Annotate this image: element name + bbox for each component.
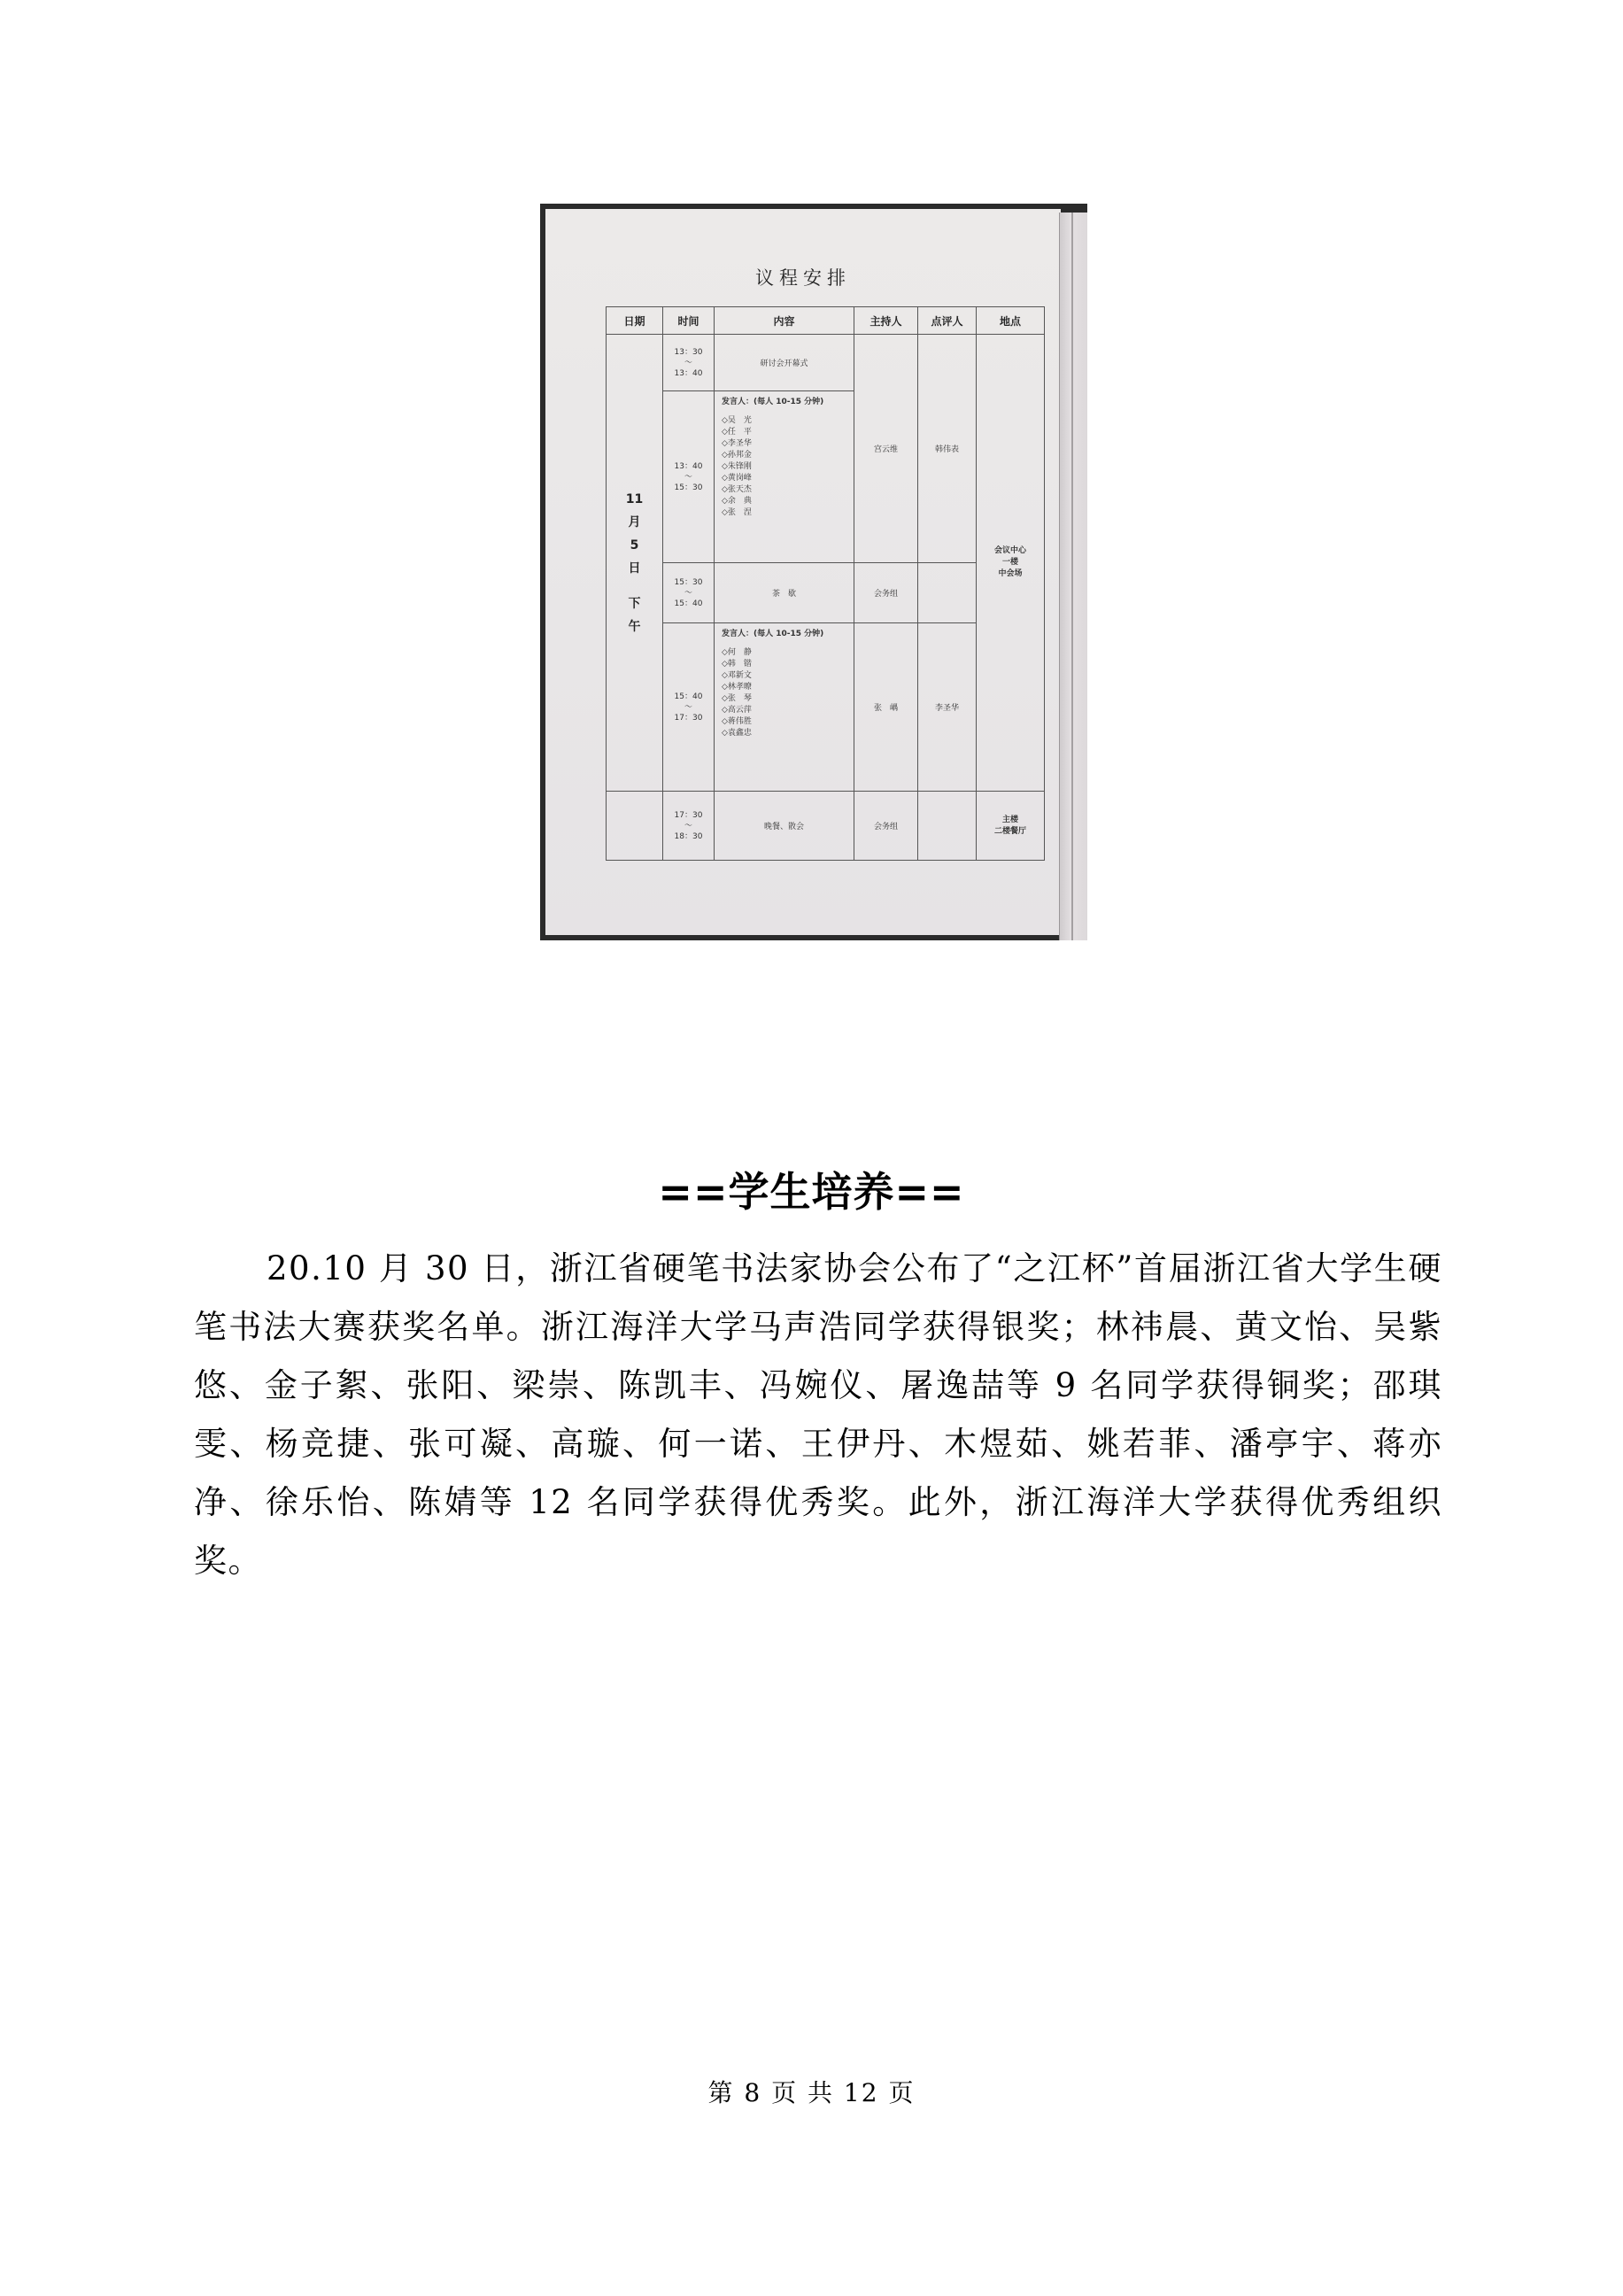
agenda-table — [606, 306, 1045, 861]
location-cell — [977, 792, 1045, 861]
time-cell — [663, 563, 715, 623]
content-cell: 晚餐、散会 — [715, 792, 854, 861]
speaker: ◇李圣华 — [722, 439, 752, 448]
host-cell: 会务组 — [854, 563, 918, 623]
page-edge-line — [1071, 213, 1073, 940]
header-reviewer: 点评人 — [918, 307, 977, 335]
speakers-header: 发言人：(每人 10-15 分钟) — [722, 398, 824, 406]
time-start: 15：40 — [674, 692, 703, 701]
agenda-header-row — [607, 307, 1045, 335]
date-cell-empty — [607, 792, 663, 861]
date-part: 月 — [628, 514, 641, 530]
time-cell — [663, 792, 715, 861]
date-part: 日 — [628, 560, 641, 576]
agenda-photo — [540, 204, 1087, 940]
body-paragraph: 20.10 月 30 日，浙江省硬笔书法家协会公布了“之江杯”首届浙江省大学生硬笔书法大赛获奖名单。浙江海洋大学马声浩同学获得银奖；林祎晨、黄文怡、吴紫悠、金子絮、张阳、梁崇、陈凯丰、冯婉仪、屠逸喆等 9 名同学获得铜奖；邵琪雯、杨竞捷、张可凝、高璇、何一诺、王伊丹、木煜茹、姚若菲、潘亭宇、蒋亦净、徐乐怡、陈婧等 12 名同学获得优秀奖。此外，浙江海洋大学获得优秀组织奖。 — [194, 1249, 1442, 1580]
time-end: 15：30 — [674, 483, 703, 492]
speaker: ◇高云萍 — [722, 706, 752, 715]
date-cell — [607, 335, 663, 792]
time-end: 13：40 — [674, 368, 703, 378]
time-end: 18：30 — [674, 831, 703, 841]
speaker: ◇任 平 — [722, 428, 752, 437]
speaker: ◇张 涅 — [722, 508, 752, 517]
speaker: ◇邓新文 — [722, 671, 752, 680]
reviewer-cell: 李圣华 — [918, 623, 977, 792]
reviewer-cell: 韩伟表 — [918, 335, 977, 563]
time-end: 15：40 — [674, 599, 703, 608]
speaker: ◇韩 锴 — [722, 660, 752, 669]
date-part: 午 — [628, 619, 641, 634]
date-part: 11 — [625, 491, 644, 506]
time-cell — [663, 391, 715, 563]
speaker: ◇黄岗峰 — [722, 474, 752, 483]
page-edge — [1059, 213, 1087, 940]
speakers-header: 发言人：(每人 10-15 分钟) — [722, 630, 824, 638]
speakers-cell — [715, 391, 854, 563]
time-start: 15：30 — [674, 577, 703, 587]
location-line: 主楼 — [1001, 815, 1018, 824]
time-sep: ～ — [684, 588, 692, 598]
speaker: ◇余 典 — [722, 497, 752, 506]
header-content: 内容 — [715, 307, 854, 335]
time-start: 13：30 — [674, 347, 703, 357]
speaker: ◇何 静 — [722, 648, 752, 657]
location-line: 会议中心 — [993, 546, 1026, 555]
speakers-cell — [715, 623, 854, 792]
header-date: 日期 — [607, 307, 663, 335]
host-cell: 宫云维 — [854, 335, 918, 563]
date-part: 下 — [628, 596, 641, 611]
speaker: ◇朱锋刚 — [722, 462, 752, 471]
location-line: 中会场 — [998, 569, 1023, 578]
date-part: 5 — [630, 537, 639, 553]
speaker: ◇张 琴 — [722, 694, 752, 703]
time-end: 17：30 — [674, 713, 703, 723]
speaker: ◇林孝暸 — [722, 683, 752, 692]
speaker: ◇袁鑫忠 — [722, 729, 752, 738]
time-sep: ～ — [684, 702, 692, 712]
header-time: 时间 — [663, 307, 715, 335]
location-line: 二楼餐厅 — [993, 826, 1026, 836]
speaker: ◇吴 光 — [722, 416, 752, 425]
host-cell: 会务组 — [854, 792, 918, 861]
section-title: ==学生培养== — [658, 1168, 965, 1216]
time-sep: ～ — [684, 358, 692, 367]
agenda-row-opening — [607, 335, 1045, 391]
host-cell: 张 嵎 — [854, 623, 918, 792]
reviewer-cell — [918, 792, 977, 861]
content-cell: 茶 歇 — [715, 563, 854, 623]
header-location: 地点 — [977, 307, 1045, 335]
time-start: 17：30 — [674, 810, 703, 820]
location-line: 一楼 — [1001, 558, 1018, 567]
speaker: ◇孙邦金 — [722, 451, 752, 460]
location-cell — [977, 335, 1045, 792]
time-cell — [663, 623, 715, 792]
page-footer: 第 8 页 共 12 页 — [707, 2078, 916, 2107]
agenda-paper — [545, 209, 1061, 935]
time-cell — [663, 335, 715, 391]
content-cell: 研讨会开幕式 — [715, 335, 854, 391]
speaker: ◇蒋伟胜 — [722, 717, 752, 726]
agenda-row-dinner — [607, 792, 1045, 861]
agenda-title: 议程安排 — [755, 267, 851, 289]
speaker: ◇张天杰 — [722, 485, 752, 494]
time-start: 13：40 — [674, 461, 703, 471]
header-host: 主持人 — [854, 307, 918, 335]
time-sep: ～ — [684, 821, 692, 831]
reviewer-cell — [918, 563, 977, 623]
time-sep: ～ — [684, 472, 692, 482]
